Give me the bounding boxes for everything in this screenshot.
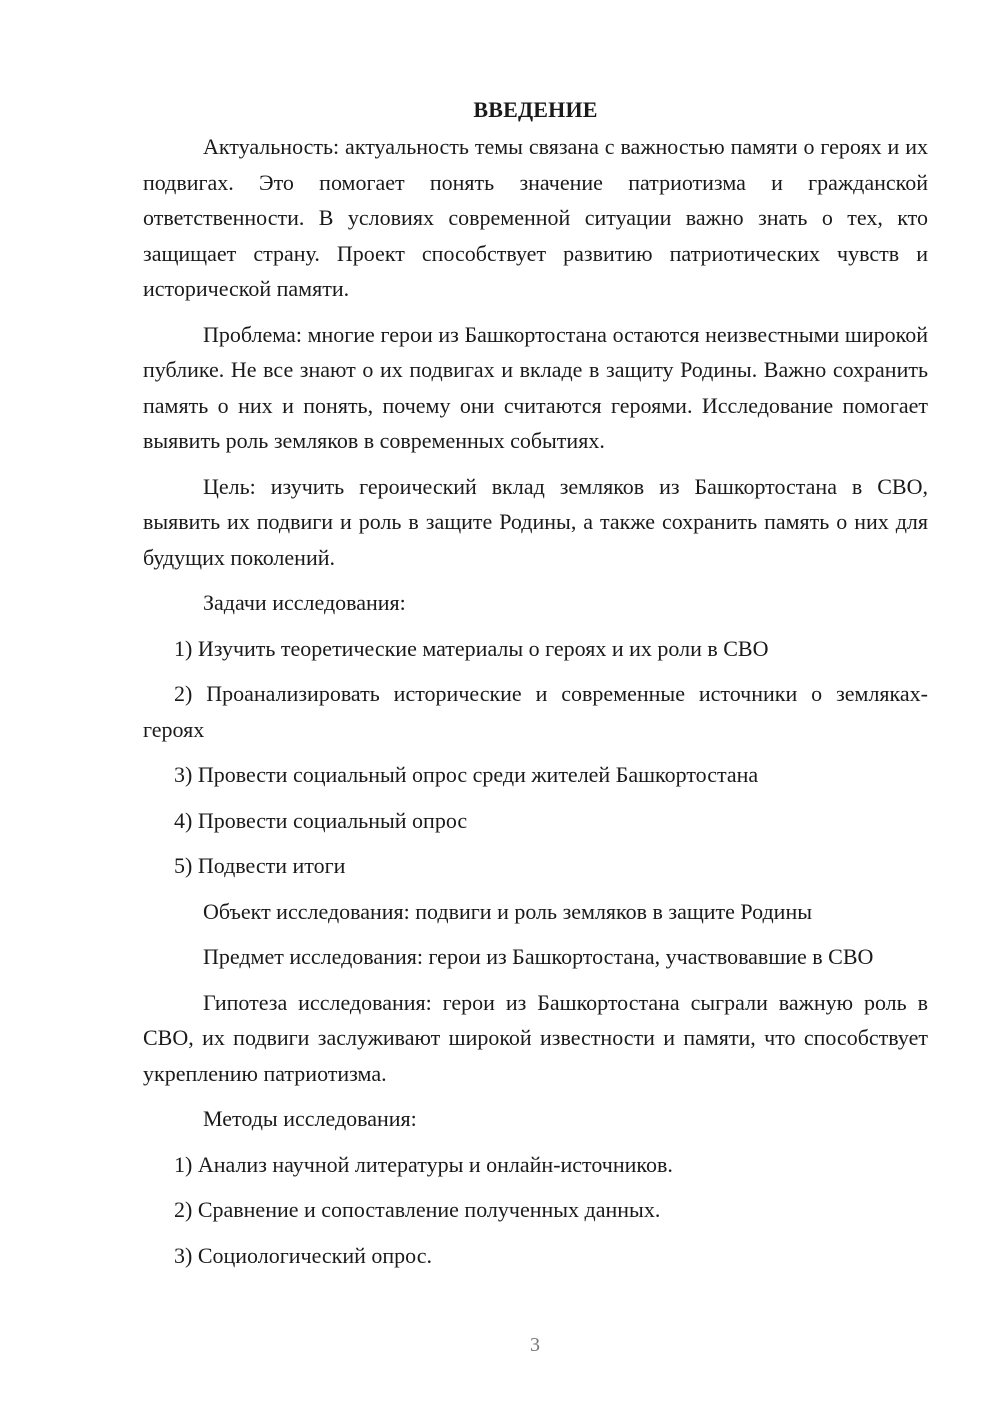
document-page <box>143 92 928 1283</box>
method-item-1: 1) Анализ научной литературы и онлайн-источников. <box>174 1151 673 1177</box>
section-title: ВВЕДЕНИЕ <box>473 97 598 122</box>
methods-heading: Методы исследования: <box>203 1106 417 1131</box>
page-number: 3 <box>530 1334 540 1356</box>
method-item-2: 2) Сравнение и сопоставление полученных данных. <box>174 1197 661 1222</box>
relevance-paragraph: Актуальность: актуальность темы связана с важностью памяти о героях и их подвигах. Это помогает понять значение патриотизма и гражданской ответственности. В условиях современной ситуации важно знать о тех, кто защищает страну. Проект способствует развитию патриотических чувств и исторической памяти. <box>143 134 928 301</box>
tasks-heading: Задачи исследования: <box>203 590 406 615</box>
task-item-2: 2) Проанализировать исторические и современные источники о землякаx-героях <box>143 681 928 742</box>
task-item-3: 3) Провести социальный опрос среди жителей Башкортостана <box>174 762 759 787</box>
goal-paragraph: Цель: изучить героический вклад земляков из Башкортостана в СВО, выявить их подвиги и роль в защите Родины, а также сохранить память о них для будущих поколений. <box>143 473 928 570</box>
task-item-1: 1) Изучить теоретические материалы о героях и их роли в СВО <box>174 635 769 661</box>
problem-paragraph: Проблема: многие герои из Башкортостана остаются неизвестными широкой публике. Не все знают о их подвигах и вкладе в защиту Родины. Важно сохранить память о них и понять, почему они считаются героями. Исследование помогает выявить роль земляков в современных событиях. <box>143 321 928 453</box>
object-paragraph: Объект исследования: подвиги и роль земляков в защите Родины <box>203 898 813 924</box>
task-item-4: 4) Провести социальный опрос <box>174 807 468 833</box>
task-item-5: 5) Подвести итоги <box>174 853 346 878</box>
hypothesis-paragraph: Гипотеза исследования: герои из Башкортостана сыграли важную роль в СВО, их подвиги заслуживают широкой известности и памяти, что способствует укреплению патриотизма. <box>143 989 928 1086</box>
subject-paragraph: Предмет исследования: герои из Башкортостана, участвовавшие в СВО <box>203 944 874 969</box>
method-item-3: 3) Социологический опрос. <box>174 1242 432 1268</box>
